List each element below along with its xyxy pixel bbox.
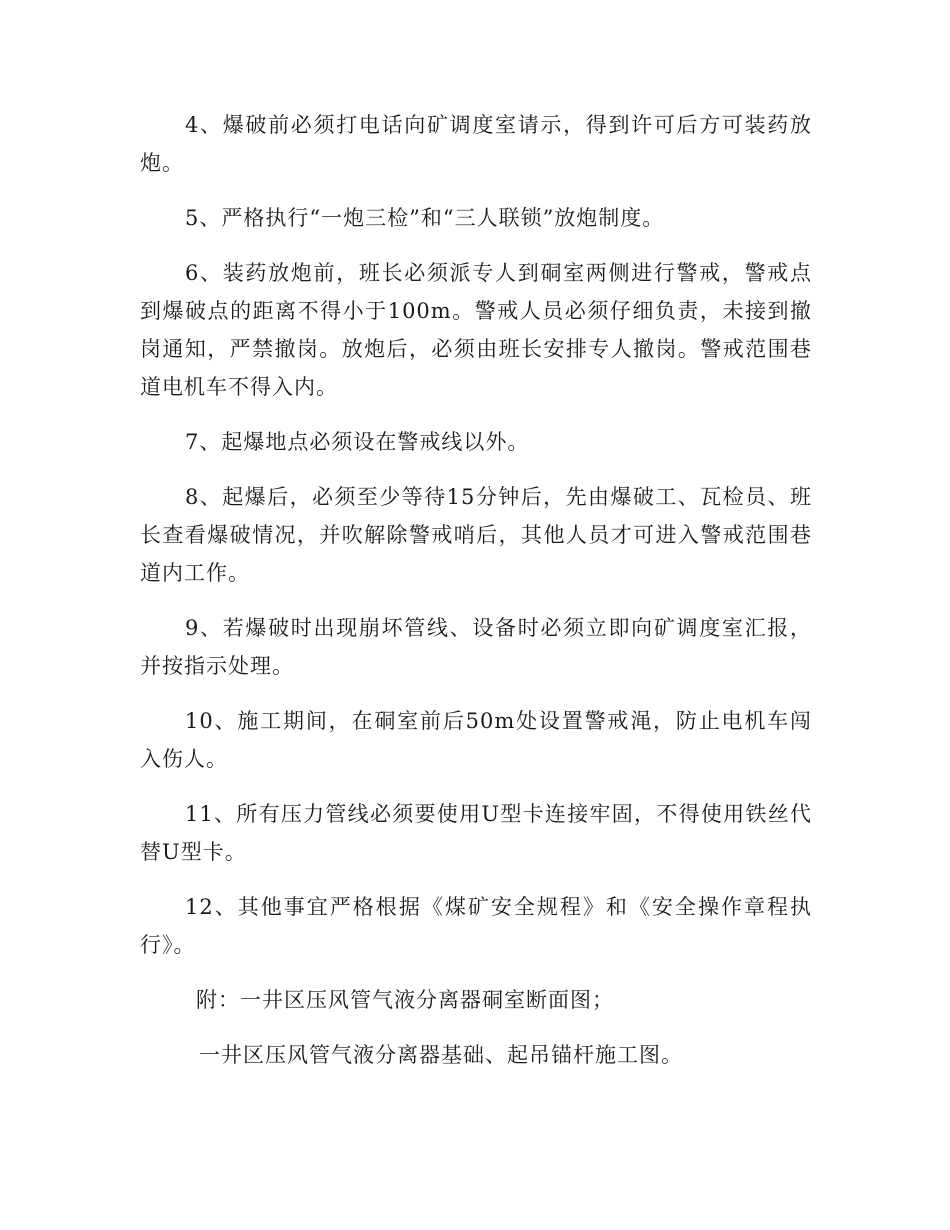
paragraph-item-11: 11、所有压力管线必须要使用U型卡连接牢固，不得使用铁丝代替U型卡。 — [140, 802, 812, 864]
attachment-line-1: 附：一井区压风管气液分离器硐室断面图； — [196, 988, 614, 1012]
paragraph-item-9: 9、若爆破时出现崩坏管线、设备时必须立即向矿调度室汇报，并按指示处理。 — [140, 616, 812, 678]
paragraph-item-6: 6、装药放炮前，班长必须派专人到硐室两侧进行警戒，警戒点到爆破点的距离不得小于100m。警戒人员必须仔细负责，未接到撤岗通知，严禁撤岗。放炮后，必须由班长安排专人撤岗。警戒范围巷道电机车不得入内。 — [140, 261, 812, 399]
paragraph-item-4: 4、爆破前必须打电话向矿调度室请示，得到许可后方可装药放炮。 — [140, 113, 812, 175]
paragraph-item-5: 5、严格执行“一炮三检”和“三人联锁”放炮制度。 — [185, 206, 665, 230]
paragraph-item-8: 8、起爆后，必须至少等待15分钟后，先由爆破工、瓦检员、班长查看爆破情况，并吹解除警戒哨后，其他人员才可进入警戒范围巷道内工作。 — [140, 485, 812, 585]
attachment-line-2: 一井区压风管气液分离器基础、起吊锚杆施工图。 — [199, 1043, 683, 1067]
document-body — [140, 106, 812, 1091]
paragraph-item-10: 10、施工期间，在硐室前后50m处设置警戒渑，防止电机车闯入伤人。 — [140, 709, 812, 771]
paragraph-item-12: 12、其他事宜严格根据《煤矿安全规程》和《安全操作章程执行》。 — [140, 895, 812, 957]
paragraph-item-7: 7、起爆地点必须设在警戒线以外。 — [185, 430, 530, 454]
